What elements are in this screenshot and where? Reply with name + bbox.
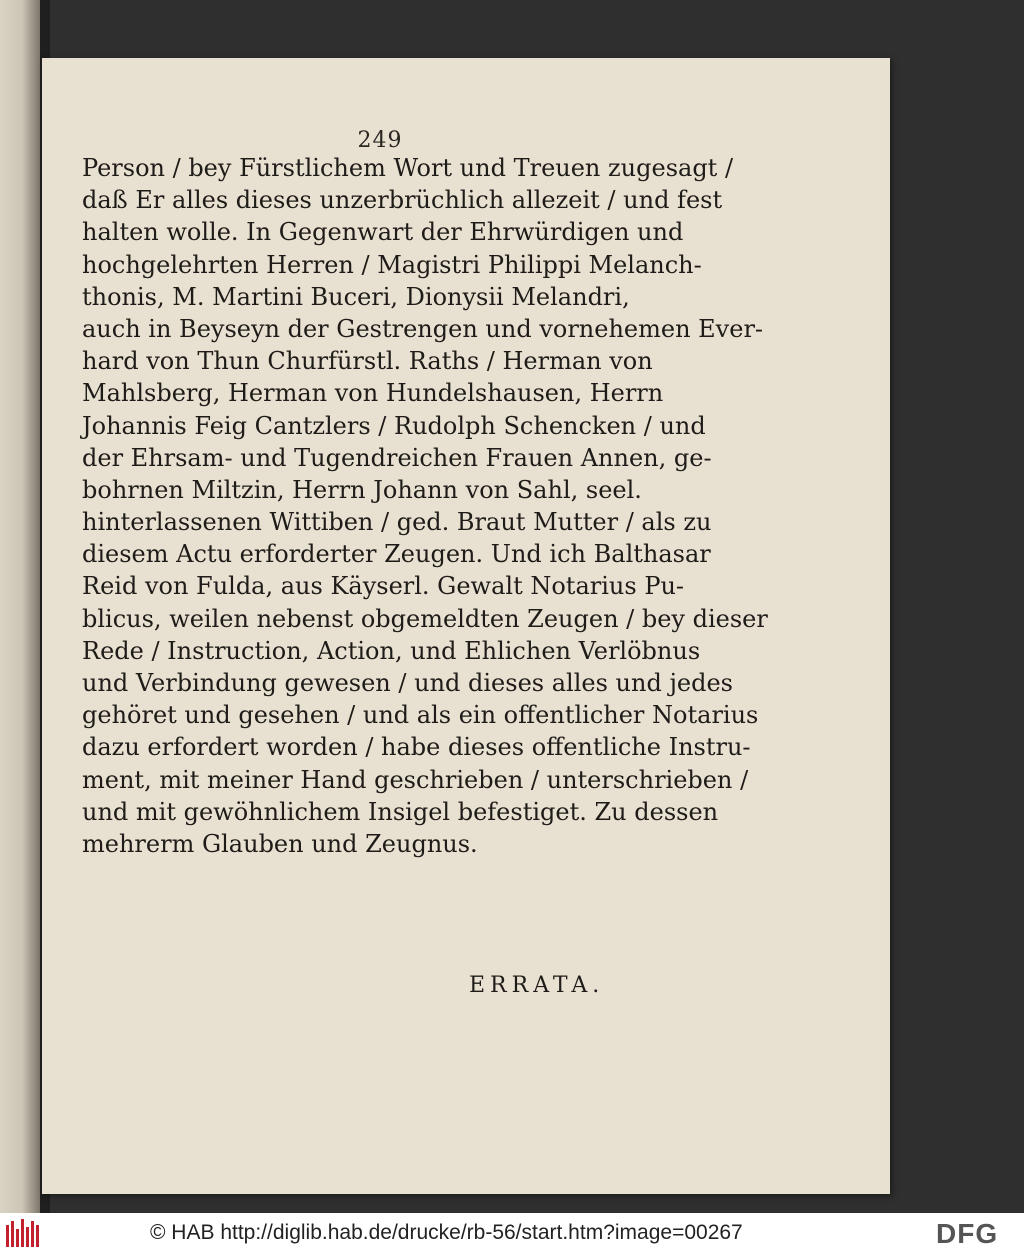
page-text [82, 152, 768, 860]
footer-bar [0, 1213, 1024, 1254]
text-line: der Ehrsam- und Tugendreichen Frauen Annen, ge- [82, 443, 712, 472]
text-line: Johannis Feig Cantzlers / Rudolph Schencken / und [82, 411, 706, 440]
text-line: thonis, M. Martini Buceri, Dionysii Melandri, [82, 282, 630, 311]
previous-page-edge [0, 0, 40, 1213]
text-line: gehöret und gesehen / und als ein offentlicher Notarius [82, 701, 759, 730]
text-line: und Verbindung gewesen / und dieses alles und jedes [82, 669, 733, 697]
text-line: ment, mit meiner Hand geschrieben / unterschrieben / [82, 765, 749, 794]
copyright-link[interactable]: © HAB http://diglib.hab.de/drucke/rb-56/start.htm?image=00267 [150, 1221, 743, 1244]
text-line: halten wolle. In Gegenwart der Ehrwürdigen und [82, 218, 684, 247]
text-line: hinterlassenen Wittiben / ged. Braut Mutter / als zu [82, 508, 712, 537]
text-line: mehrerm Glauben und Zeugnus. [82, 829, 478, 858]
book-page [42, 58, 890, 1194]
text-line: und mit gewöhnlichem Insigel befestiget. Zu dessen [82, 797, 719, 826]
text-line: bohrnen Miltzin, Herrn Johann von Sahl, seel. [82, 475, 642, 504]
text-line: Rede / Instruction, Action, und Ehlichen Verlöbnus [82, 636, 701, 665]
text-line: Mahlsberg, Herman von Hundelshausen, Herrn [82, 379, 664, 408]
text-line: blicus, weilen nebenst obgemeldten Zeugen / bey dieser [82, 604, 768, 633]
page-number: 249 [357, 128, 403, 153]
text-line: dazu erfordert worden / habe dieses offentliche Instru- [82, 733, 751, 762]
hab-barcode-logo-icon [6, 1219, 40, 1247]
text-line: hochgelehrten Herren / Magistri Philippi Melanch- [82, 250, 702, 279]
catchword-errata: ERRATA. [469, 973, 605, 998]
dfg-logo: DFG [936, 1218, 999, 1249]
text-line: auch in Beyseyn der Gestrengen und vornehemen Ever- [82, 314, 764, 343]
text-line: Reid von Fulda, aus Käyserl. Gewalt Notarius Pu- [82, 572, 685, 601]
text-line: hard von Thun Churfürstl. Raths / Herman von [82, 347, 653, 376]
text-line: diesem Actu erforderter Zeugen. Und ich Balthasar [82, 540, 711, 569]
text-line: Person / bey Fürstlichem Wort und Treuen zugesagt / [82, 154, 734, 182]
text-line: daß Er alles dieses unzerbrüchlich allezeit / und fest [82, 186, 723, 215]
